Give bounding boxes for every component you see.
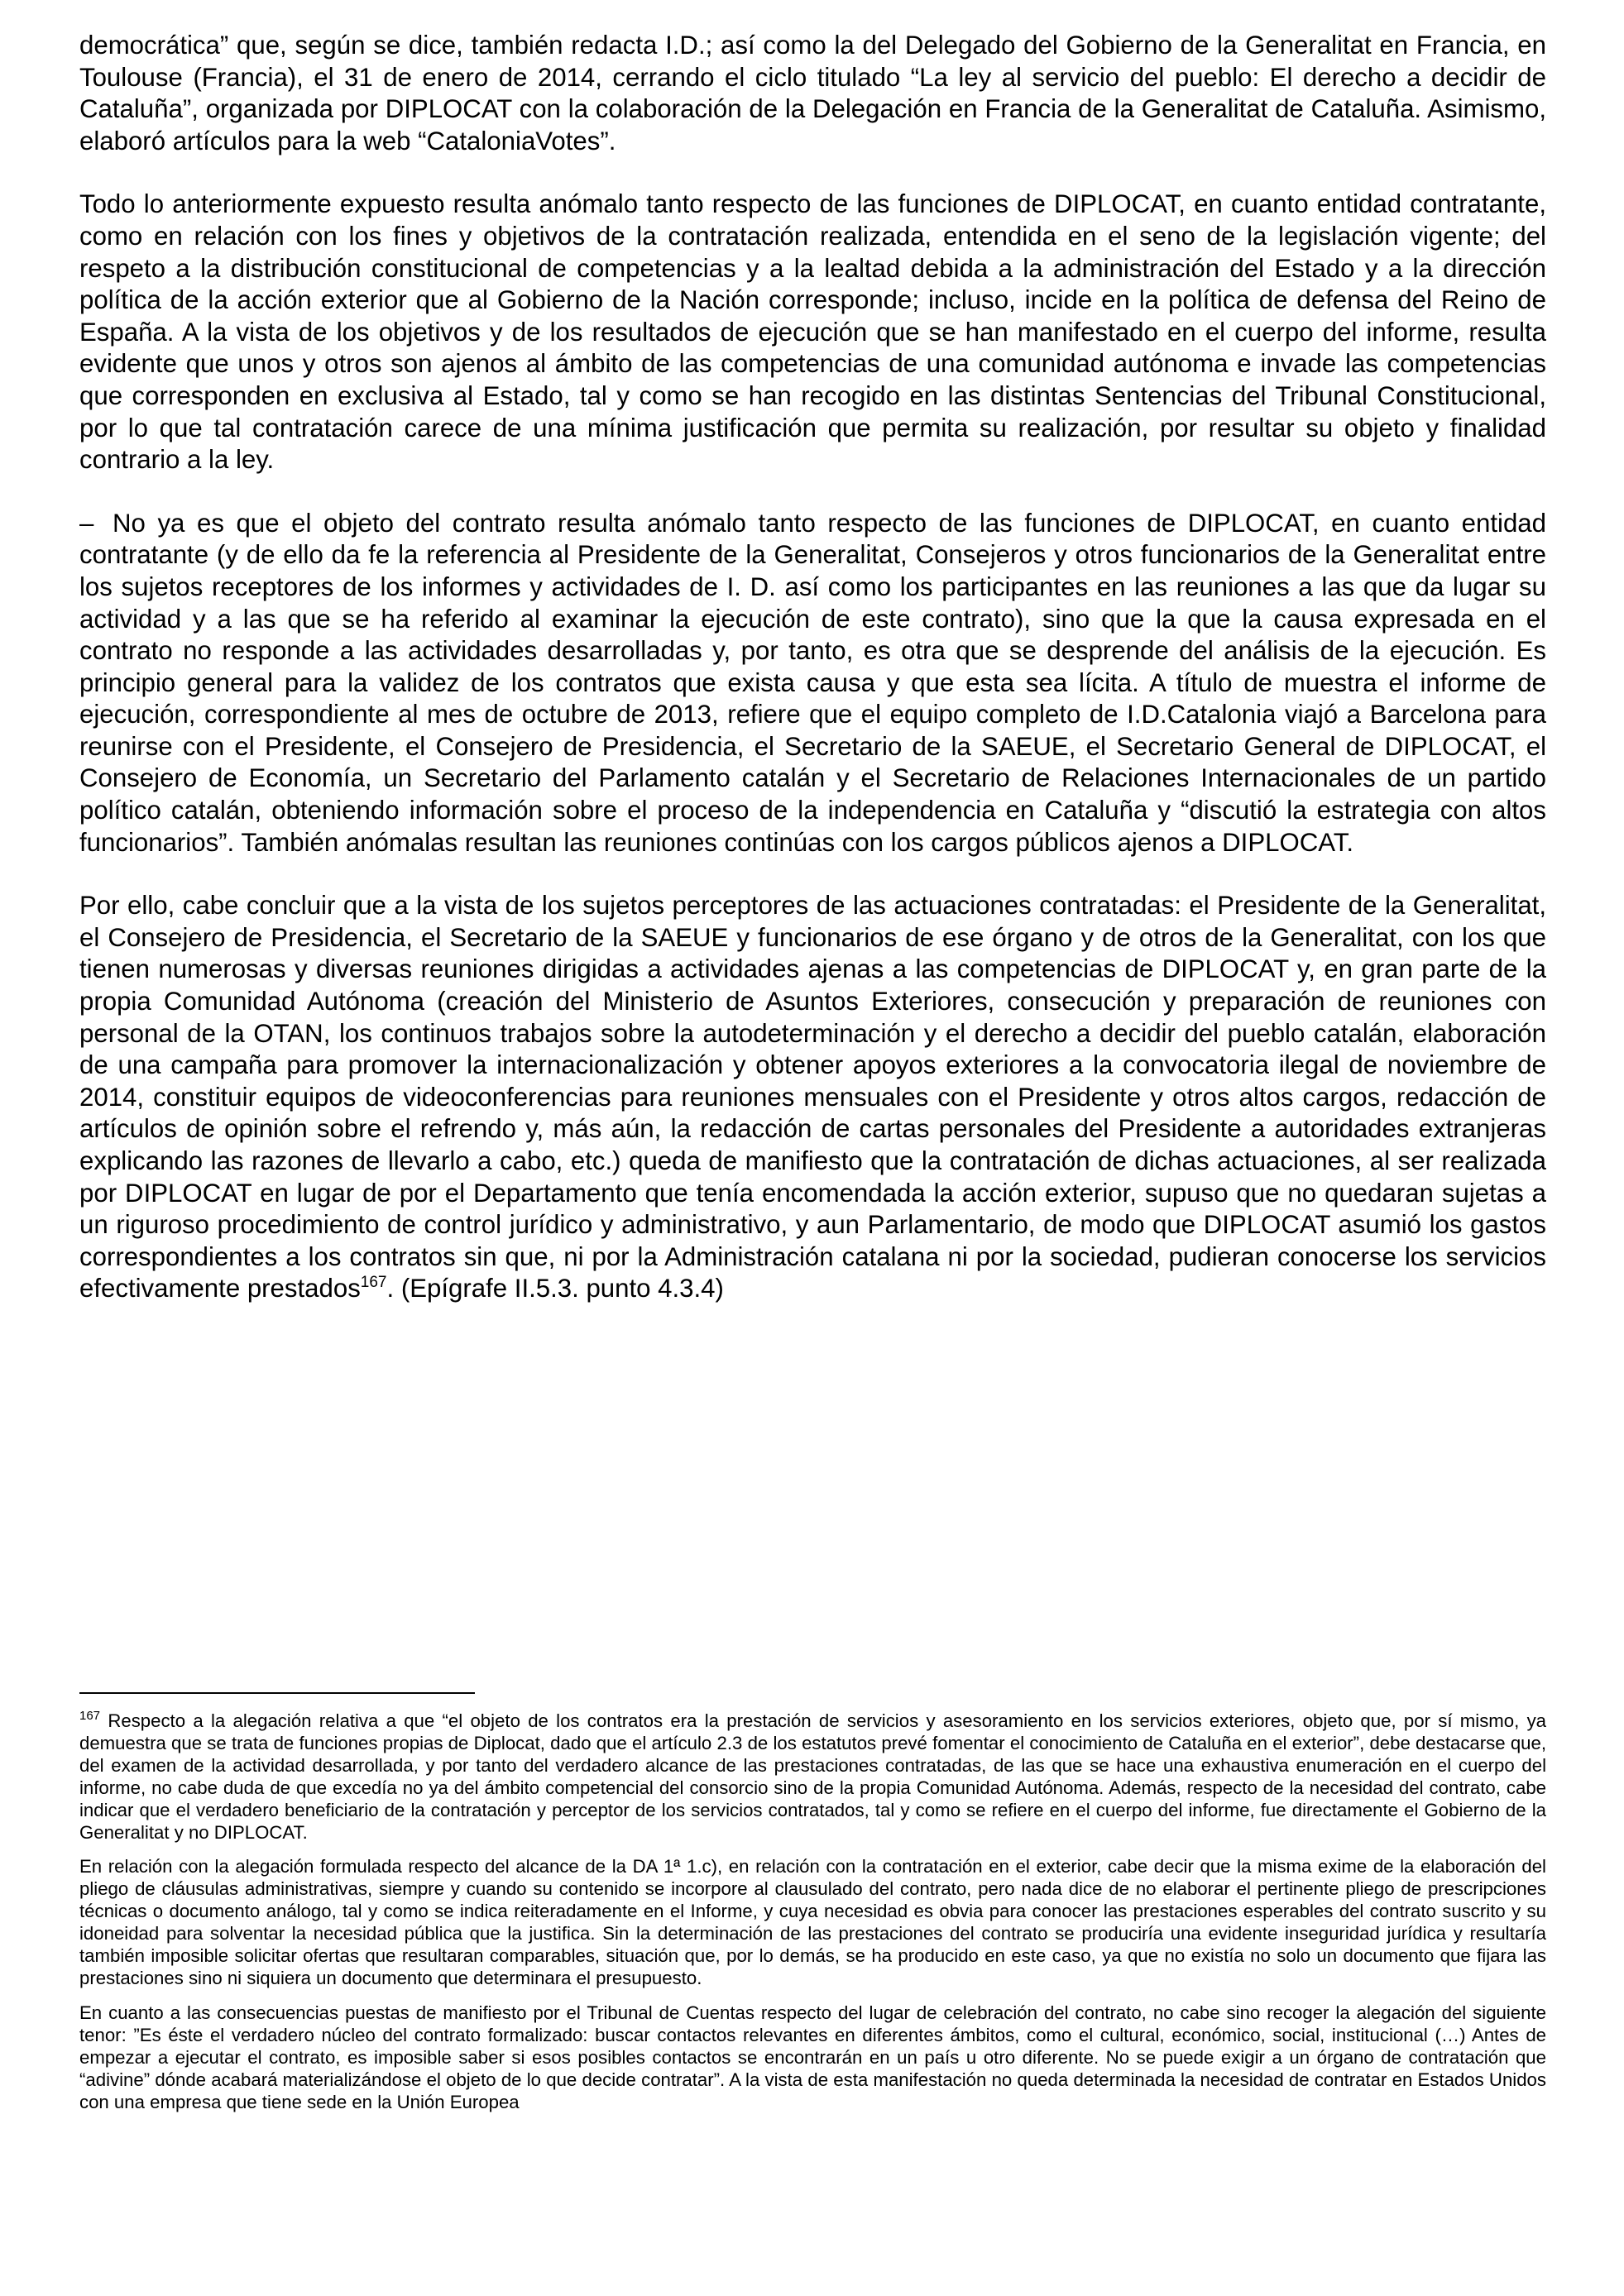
dash-bullet-icon: – — [79, 508, 94, 538]
footnotes-section — [79, 1710, 1546, 2126]
footnote-paragraph-3: En cuanto a las consecuencias puestas de manifiesto por el Tribunal de Cuentas respecto del lugar de celebración del contrato, no cabe sino recoger la alegación del siguiente tenor: ”Es éste el verdadero núcleo del contrato formalizado: buscar contactos relevantes en diferentes ámbitos, como el cultural, económico, social, institucional (…) Antes de empezar a ejecutar el contrato, es imposible saber si esos posibles contactos se encontrarán en un país u otro diferente. No se puede exigir a un órgano de contratación que “adivine” dónde acabará materializándose el objeto de lo que decide contratar”. A la vista de esta manifestación no queda determinada la necesidad de contratar en Estados Unidos con una empresa que tiene sede en la Unión Europea — [79, 2002, 1546, 2112]
footnote-reference-link[interactable]: 167 — [360, 1274, 387, 1292]
footnote-167 — [79, 1710, 1546, 1844]
body-paragraph-4 — [79, 890, 1546, 1305]
paragraph-tail: . (Epígrafe II.5.3. punto 4.3.4) — [386, 1274, 724, 1303]
body-paragraph-1: democrática” que, según se dice, también redacta I.D.; así como la del Delegado del Gobierno de la Generalitat en Francia, en Toulouse (Francia), el 31 de enero de 2014, cerrando el ciclo titulado “La ley al servicio del pueblo: El derecho a decidir de Cataluña”, organizada por DIPLOCAT con la colaboración de la Delegación en Francia de la Generalitat de Cataluña. Asimismo, elaboró artículos para la web “CataloniaVotes”. — [79, 31, 1546, 155]
footnote-separator — [79, 1692, 475, 1694]
body-paragraph-2: Todo lo anteriormente expuesto resulta anómalo tanto respecto de las funciones de DIPLOCAT, en cuanto entidad contratante, como en relación con los fines y objetivos de la contratación realizada, entendida en el seno de la legislación vigente; del respeto a la distribución constitucional de competencias y a la lealtad debida a la administración del Estado y a la dirección política de la acción exterior que al Gobierno de la Nación corresponde; incluso, incide en la política de defensa del Reino de España. A la vista de los objetivos y de los resultados de ejecución que se han manifestado en el cuerpo del informe, resulta evidente que unos y otros son ajenos al ámbito de las competencias de una comunidad autónoma e invade las competencias que corresponden en exclusiva al Estado, tal y como se han recogido en las distintas Sentencias del Tribunal Constitucional, por lo que tal contratación carece de una mínima justificación que permita su realización, por resultar su objeto y finalidad contrario a la ley. — [79, 189, 1546, 475]
bullet-paragraph-text: No ya es que el objeto del contrato resulta anómalo tanto respecto de las funciones de DIPLOCAT, en cuanto entidad contratante (y de ello da fe la referencia al Presidente de la Generalitat, Consejeros y otros funcionarios de la Generalitat entre los sujetos receptores de los informes y actividades de I. D. así como los participantes en las reuniones a las que da lugar su actividad y a las que se ha referido al examinar la ejecución de este contrato), sino que la que la causa expresada en el contrato no responde a las actividades desarrolladas y, por tanto, es otra que se desprende del análisis de la ejecución. Es principio general para la validez de los contratos que exista causa y que esta sea lícita. A título de muestra el informe de ejecución, correspondiente al mes de octubre de 2013, refiere que el equipo completo de I.D.Catalonia viajó a Barcelona para reunirse con el Presidente, el Consejero de Presidencia, el Secretario de la SAEUE, el Secretario General de DIPLOCAT, el Consejero de Economía, un Secretario del Parlamento catalán y el Secretario de Relaciones Internacionales de un partido político catalán, obteniendo información sobre el proceso de la independencia en Cataluña y “discutió la estrategia con altos funcionarios”. También anómalas resultan las reuniones continúas con los cargos públicos ajenos a DIPLOCAT. — [79, 508, 1546, 857]
footnote-text: Respecto a la alegación relativa a que “el objeto de los contratos era la prestación de servicios y asesoramiento en los servicios exteriores, objeto que, por sí mismo, ya demuestra que se trata de funciones propias de Diplocat, dado que el artículo 2.3 de los estatutos prevé fomentar el conocimiento de Cataluña en el exterior”, debe destacarse que, del examen de la actividad desarrollada, y por tanto del verdadero alcance de las prestaciones contratadas, de las que se hace una exhaustiva enumeración en el cuerpo del informe, no cabe duda de que excedía no ya del ámbito competencial del consorcio sino de la propia Comunidad Autónoma. Además, respecto de la necesidad del contrato, cabe indicar que el verdadero beneficiario de la contratación y perceptor de los servicios contratados, tal y como se refiere en el cuerpo del informe, fue directamente el Gobierno de la Generalitat y no DIPLOCAT. — [79, 1710, 1547, 1843]
document-body — [79, 30, 1546, 1337]
body-paragraph-3-bullet — [79, 508, 1546, 859]
footnote-number: 167 — [79, 1709, 101, 1723]
paragraph-text: Por ello, cabe concluir que a la vista de los sujetos perceptores de las actuaciones contratadas: el Presidente de la Generalitat, el Consejero de Presidencia, el Secretario de la SAEUE y funcionarios de ese órgano y de otros de la Generalitat, con los que tienen numerosas y diversas reuniones dirigidas a actividades ajenas a las competencias de DIPLOCAT y, en gran parte de la propia Comunidad Autónoma (creación del Ministerio de Asuntos Exteriores, consecución y preparación de reuniones con personal de la OTAN, los continuos trabajos sobre la autodeterminación y el derecho a decidir del pueblo catalán, elaboración de una campaña para promover la internacionalización y obtener apoyos exteriores a la convocatoria ilegal de noviembre de 2014, constituir equipos de videoconferencias para reuniones mensuales con el Presidente y otros altos cargos, redacción de artículos de opinión sobre el refrendo y, más aún, la redacción de cartas personales del Presidente a autoridades extranjeras explicando las razones de llevarlo a cabo, etc.) queda de manifiesto que la contratación de dichas actuaciones, al ser realizada por DIPLOCAT en lugar de por el Departamento que tenía encomendada la acción exterior, supuso que no quedaran sujetas a un riguroso procedimiento de control jurídico y administrativo, y aun Parlamentario, de modo que DIPLOCAT asumió los gastos correspondientes a los contratos sin que, ni por la Administración catalana ni por la sociedad, pudieran conocerse los servicios efectivamente prestados — [79, 891, 1546, 1303]
footnote-paragraph-2: En relación con la alegación formulada respecto del alcance de la DA 1ª 1.c), en relación con la contratación en el exterior, cabe decir que la misma exime de la elaboración del pliego de cláusulas administrativas, siempre y cuando su contenido se incorpore al clausulado del contrato, pero nada dice de no elaborar el pertinente pliego de prescripciones técnicas o documento análogo, tal y como se indica reiteradamente en el Informe, y cuya necesidad es obvia para conocer las prestaciones esperables del contrato suscrito y su idoneidad para solventar la necesidad pública que la justifica. Sin la determinación de las prestaciones del contrato se produciría una evidente inseguridad jurídica y resultaría también imposible solicitar ofertas que resultaran comparables, situación que, por lo demás, se ha producido en este caso, ya que no existía no solo un documento que fijara las prestaciones sino ni siquiera un documento que determinara el presupuesto. — [79, 1856, 1546, 1988]
